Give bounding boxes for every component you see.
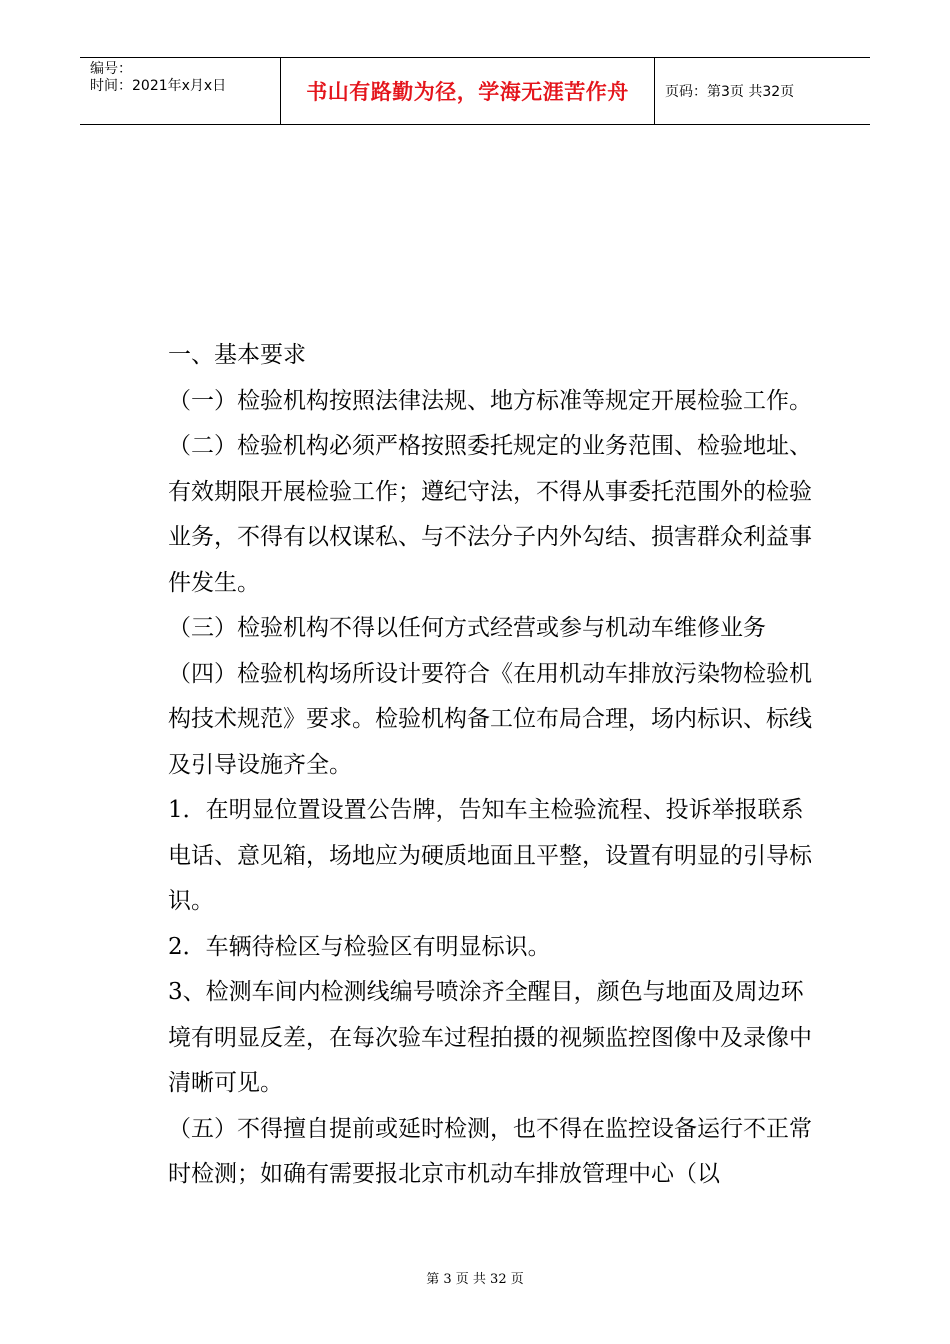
page-footer: 第 3 页 共 32 页	[426, 1272, 524, 1287]
paragraph: （二）检验机构必须严格按照委托规定的业务范围、检验地址、有效期限开展检验工作；遵纪守法，不得从事委托范围外的检验业务，不得有以权谋私、与不法分子内外勾结、损害群众利益事件发生。	[168, 433, 812, 596]
paragraph: （一）检验机构按照法律法规、地方标准等规定开展检验工作。	[168, 387, 812, 414]
header-motto: 书山有路勤为径，学海无涯苦作舟	[281, 58, 655, 124]
paragraph: （三）检验机构不得以任何方式经营或参与机动车维修业务	[168, 615, 766, 641]
header-meta	[80, 58, 281, 124]
paragraph: （五）不得擅自提前或延时检测，也不得在监控设备运行不正常时检测；如确有需要报北京市机动车排放管理中心（以	[168, 1115, 812, 1187]
section-heading: 一、基本要求	[168, 342, 306, 368]
header-page-info: 页码：第3页 共32页	[665, 84, 795, 100]
paragraph: 1．在明显位置设置公告牌，告知车主检验流程、投诉举报联系电话、意见箱，场地应为硬质地面且平整，设置有明显的引导标识。	[168, 797, 812, 914]
paragraph: 2．车辆待检区与检验区有明显标识。	[168, 933, 551, 960]
paragraph: 3、检测车间内检测线编号喷涂齐全醒目，颜色与地面及周边环境有明显反差，在每次验车过程拍摄的视频监控图像中及录像中清晰可见。	[168, 979, 812, 1096]
document-body	[168, 333, 813, 1198]
page-header	[80, 57, 870, 125]
time-label: 时间：2021年x月x日	[90, 78, 227, 94]
code-label: 编号：	[90, 61, 132, 77]
paragraph: （四）检验机构场所设计要符合《在用机动车排放污染物检验机构技术规范》要求。检验机构备工位布局合理，场内标识、标线及引导设施齐全。	[168, 660, 812, 778]
